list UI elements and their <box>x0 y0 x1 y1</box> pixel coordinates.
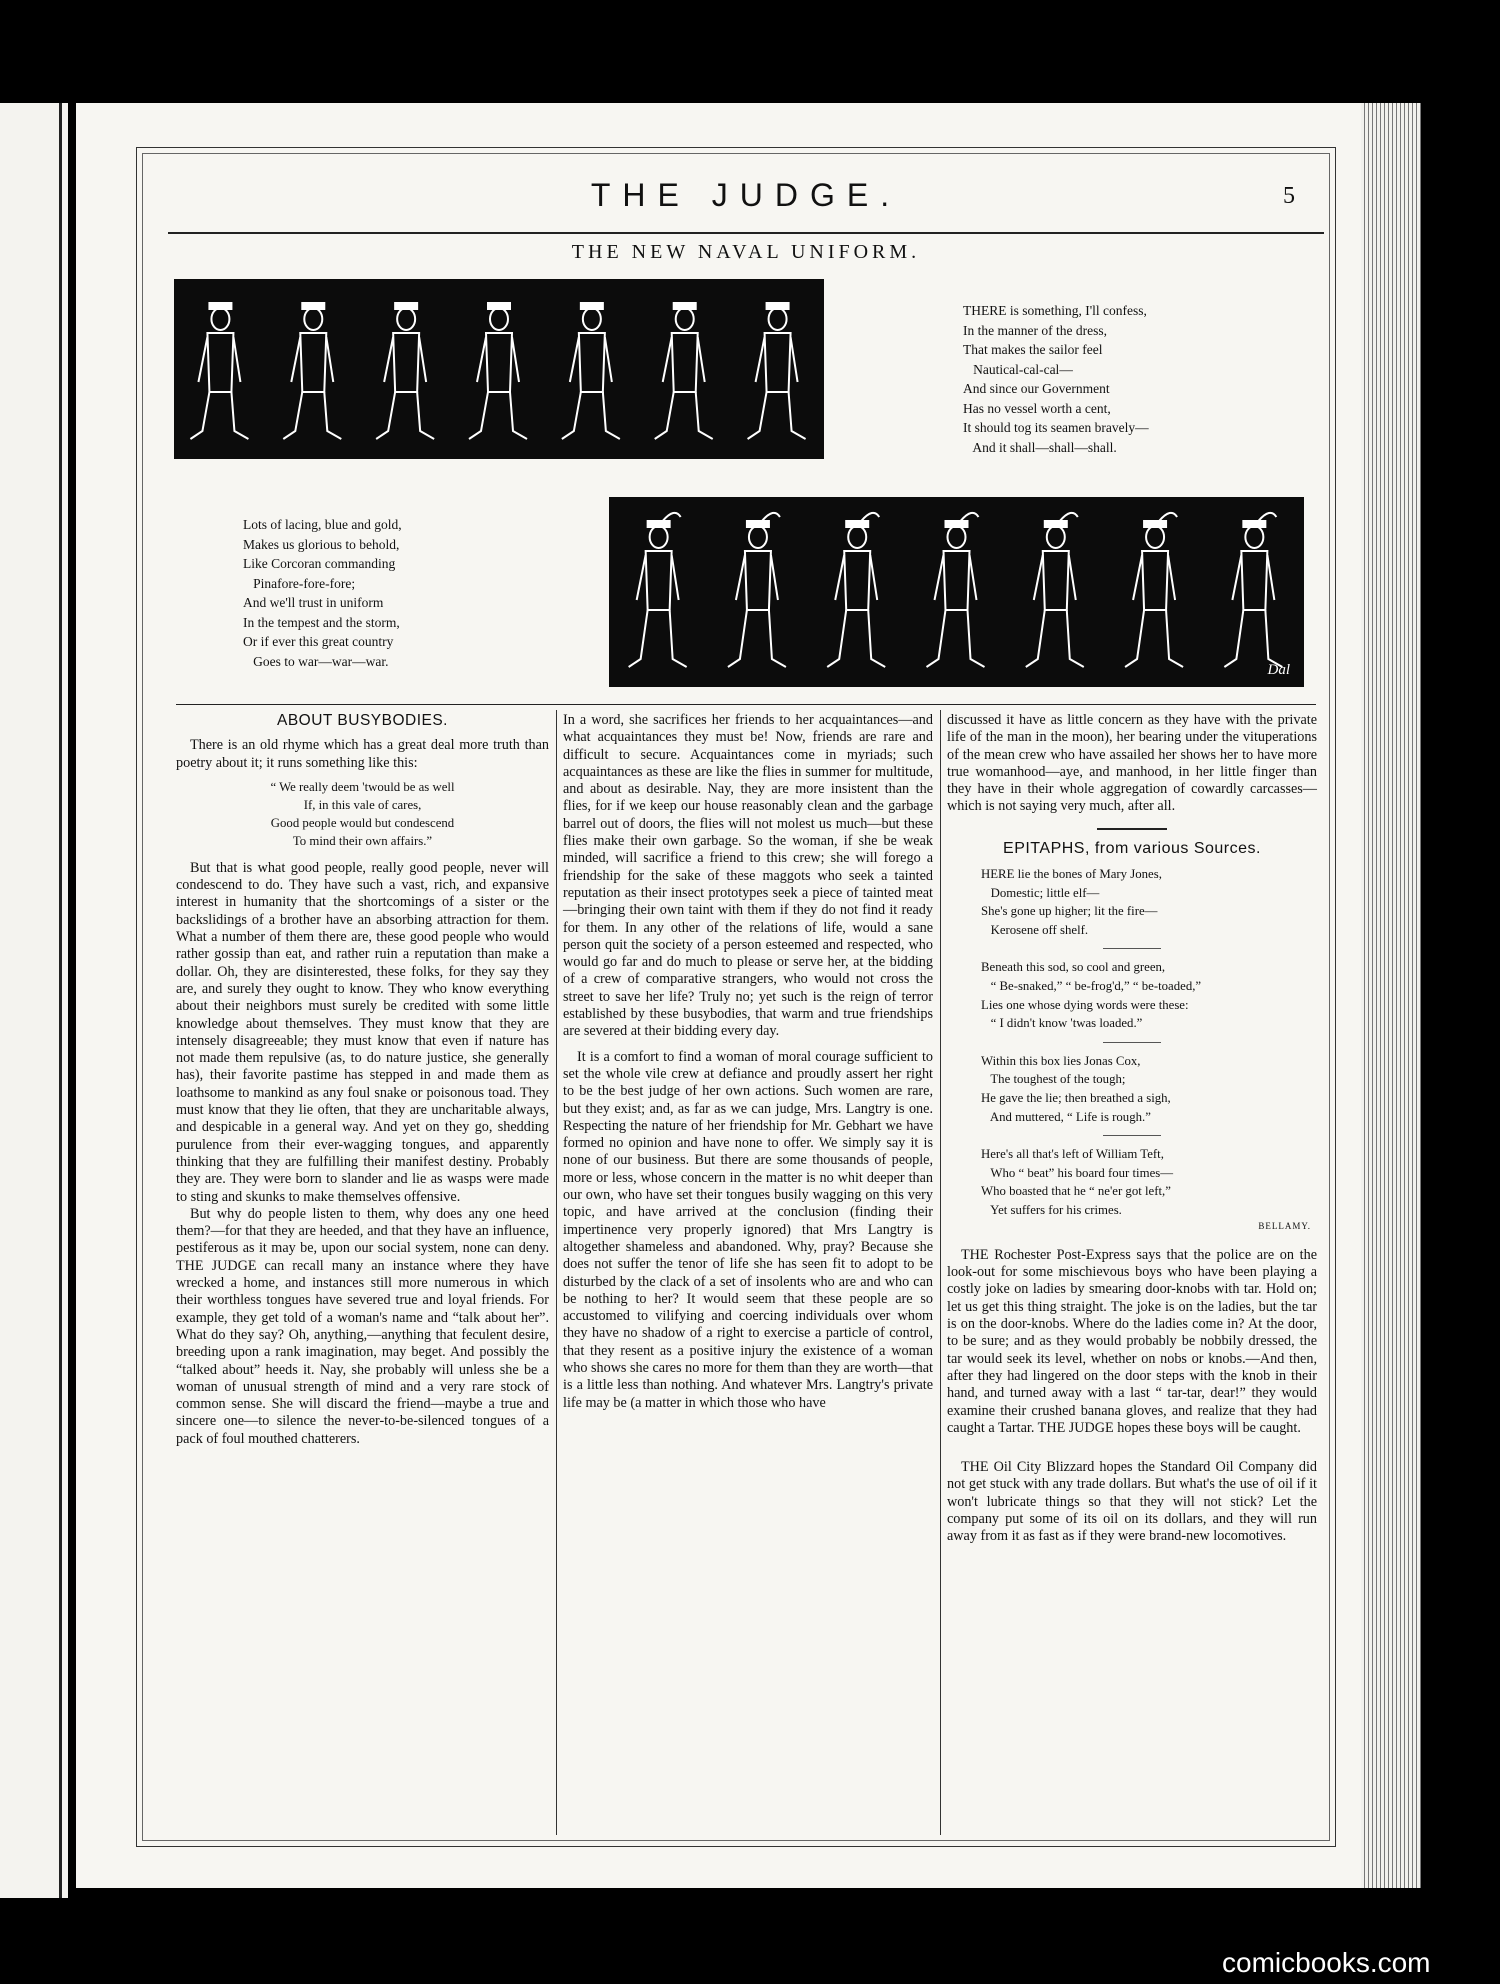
epitaph-william-teft: Here's all that's left of William Teft, Who “ beat” his board four times— Who boasted that he “ ne'er got left,” Yet suffers for his crimes. <box>981 1147 1174 1217</box>
column-one <box>176 712 549 1448</box>
newspaper-page <box>76 103 1421 1888</box>
busybodies-paragraph-2: But why do people listen to them, why does any one heed them?—for that they are heeded, and that they have an influence, pestiferous as it may be, upon our social system, none can deny. THE JUDGE can recall many an instance where they have wrecked a home, and instances still more numerous in which their worthless tongues have severed true and loyal friends. For example, they get told of a woman's name and “talk about her”. What do they say? Oh, anything,—anything that feculent desire, breeding upon a rank imagination, may beget. And possibly the “talked about” heeds it. Nay, she probably will unless she be a woman of unusual strength of mind and a very rare stock of common sense. She will discard the friend—maybe a true and sincere one—to silence the never-to-be-silenced tongues of a pack of foul mouthed chatterers. <box>176 1205 549 1447</box>
sailor-figure <box>469 303 527 439</box>
page-number: 5 <box>1283 183 1295 209</box>
sailor-figure <box>1224 513 1282 667</box>
busybodies-intro: There is an old rhyme which has a great deal more truth than poetry about it; it runs something like this: <box>176 737 549 771</box>
busybodies-paragraph-5: discussed it have as little concern as they have with the private life of the man in the moon), her bearing under the vituperations of the mean crew who have assailed her shows her to have more true womanhood—aye, and manhood, in her little finger than they have in their whole aggregation of cowardly carcasses—which is not saying very much, after all. <box>947 712 1317 815</box>
oil-city-paragraph: THE Oil City Blizzard hopes the Standard Oil Company did not get stuck with any trade dollars. But what's the use of oil if it won't lubricate things so that they will not stick? Let the company put some of its oil on its dollars, and they will run away from it as fast as if they were brand-new locomotives. <box>947 1459 1317 1545</box>
masthead-title: THE JUDGE. <box>590 177 902 213</box>
cartoon-bottom-rule <box>176 704 1316 705</box>
busybodies-rhyme: “ We really deem 'twould be as well If, in this vale of cares, Good people would but condescend To mind their own affairs.” <box>270 779 455 848</box>
column-two <box>563 712 933 1412</box>
cartoon-panel-bottom <box>609 497 1304 687</box>
epitaph-divider <box>1103 1135 1161 1136</box>
epitaphs-heading: EPITAPHS, from various Sources. <box>1003 839 1261 857</box>
sailor-figure <box>1125 513 1183 667</box>
previous-page-edge <box>0 103 68 1898</box>
section-divider <box>1097 828 1167 830</box>
sailor-figure <box>655 303 713 439</box>
sailor-figures-illustration-bottom <box>609 497 1304 687</box>
epitaphs-signature: BELLAMY. <box>1258 1220 1311 1231</box>
watermark: comicbooks.com <box>1222 1947 1431 1978</box>
sailor-figure <box>728 513 786 667</box>
busybodies-paragraph-4: It is a comfort to find a woman of moral courage sufficient to set the whole vile crew at defiance and proudly assert her right to be the best judge of her own actions. Such women are rare, but they exist; and, as far as we can judge, Mrs. Langtry is one. Respecting the nature of her friendship for Mr. Gebhart we have formed no opinion and have none to offer. We simply say it is none of our business. But there are some thousands of people, more or less, whose concern in the matter is no whit deeper than our own, who have set their tongues busily wagging on this very topic, and have arrived at the conclusion (finding their impertinence very properly ignored) that Mrs Langtry is altogether shameless and abandoned. Why, pray? Because she does not suffer the tenor of life she has seen fit to adopt to be disturbed by the clack of a set of insolents who are and who can be nothing to her? It would seem that these people are so accustomed to vilifying and coercing individuals over whom they have no shadow of a right to exercise a particle of control, that they resent as a positive injury the existence of a woman who shows she cares no more for them than they are worth—that is a little less than nothing. And whatever Mrs. Langtry's private life may be (a matter in which those who have <box>563 1048 933 1411</box>
busybodies-paragraph-3: In a word, she sacrifices her friends to her acquaintances—and what acquaintances they must be! Now, friends are rare and difficult to secure. Acquaintances come in myriads; such acquaintances as these are like the flies in summer for multitude, and about as desirable. Nay, they are more insistent than the flies, for if we keep our house reasonably clean and the garbage barrel out of doors, the flies will not molest us much—but these flies make their own garbage. So the woman, if she be weak minded, will sacrifice a friend to this crew; she will forego a friendship for the sake of these maggots who seek a tainted reputation as their insect prototypes seek a piece of tainted meat—bringing their own taint with them if they do not find it ready for them. In any other of the relations of life, would a sane person quit the society of a person esteemed and respected, who would go far and do much to please or serve her, at the bidding of a crew of comparative strangers, who would not cross the street to save her life? Truly no; yet such is the reign of terror established by these busybodies, that warm and true friendships are severed at their bidding every day. <box>563 712 933 1040</box>
sailor-figure <box>190 303 248 439</box>
sailor-figure <box>376 303 434 439</box>
cartoon-title: THE NEW NAVAL UNIFORM. <box>571 241 921 263</box>
epitaph-divider <box>1103 948 1161 949</box>
column-rule-1 <box>556 710 557 1835</box>
sailor-figure <box>748 303 806 439</box>
verse-one: THERE is something, I'll confess, In the manner of the dress, That makes the sailor feel Nautical-cal-cal— And since our Government Has no vessel worth a cent, It should tog its seamen bravely— And it shall—shall—shall. <box>963 303 1149 455</box>
column-rule-2 <box>940 710 941 1835</box>
cartoon-panel-top <box>174 279 824 459</box>
epitaph-jonas-cox: Within this box lies Jonas Cox, The toughest of the tough; He gave the lie; then breathed a sigh, And muttered, “ Life is rough.” <box>981 1053 1171 1124</box>
busybodies-paragraph-1: But that is what good people, really good people, never will condescend to do. They have such a vast, rich, and expansive interest in humanity that the shortcomings of a sister or the backslidings of a brother have an absorbing attraction for them. What a number of them there are, these good people who would rather gossip than eat, and rather ruin a reputation than make a dollar. Oh, they are disinterested, these folks, for they say they are, and surely they ought to know. They who know everything about their neighbors must surely be credited with some little knowledge about themselves. They must know that they are intensely disagreeable; they must know that even if nature has not made them repulsive (as, to do nature justice, she generally has), their favorite pastime has stepped in and made them as loathsome to mankind as any foul snake or poisonous toad. They must know that they lie often, that they are uncharitable always, and despicable in a general way. And yet on they go, shedding purulence from their ever-wagging tongues, and apparently thinking that they are fulfilling their manifest destiny. Probably they are. They were born to slander and lie as wasps were made to sting and skunks to make themselves offensive. <box>176 859 549 1205</box>
book-spine-edges <box>1361 103 1421 1888</box>
sailor-figure <box>927 513 985 667</box>
epitaph-be-snaked: Beneath this sod, so cool and green, “ Be-snaked,” “ be-frog'd,” “ be-toaded,” Lies one whose dying words were these: “ I didn't know 'twas loaded.” <box>981 960 1202 1031</box>
epitaph-divider <box>1103 1042 1161 1043</box>
column-three <box>947 712 1317 1546</box>
sailor-figure <box>629 513 687 667</box>
sailor-figure <box>562 303 620 439</box>
artist-signature: Dal <box>1267 662 1290 678</box>
sailor-figures-illustration-top <box>174 279 824 459</box>
busybodies-heading: ABOUT BUSYBODIES. <box>276 712 448 729</box>
sailor-figure <box>283 303 341 439</box>
sailor-figure <box>827 513 885 667</box>
sailor-figure <box>1026 513 1084 667</box>
rochester-paragraph: THE Rochester Post-Express says that the police are on the look-out for some mischievous boys who have been playing a costly joke on ladies by smearing door-knobs with tar. Hold on; let us get this thing straight. The joke is on the ladies, but the tar is on the door-knobs. Where do the ladies come in? At the door, to be sure; and as they would probably be nobbily dressed, the tar would seek its level, whether on nobs or knobs.—And then, after they had lingered on the door steps with the knob in their hand, and turned away with a last “ tar-tar, dear!” they would examine their crushed banana gloves, and realize that they had caught a Tartar. THE JUDGE hopes these boys will be caught. <box>947 1246 1317 1436</box>
epitaph-mary-jones: HERE lie the bones of Mary Jones, Domestic; little elf— She's gone up higher; lit the fire— Kerosene off shelf. <box>981 867 1162 937</box>
masthead-rule <box>168 232 1324 234</box>
verse-two: Lots of lacing, blue and gold, Makes us glorious to behold, Like Corcoran commanding Pinafore-fore-fore; And we'll trust in uniform In the tempest and the storm, Or if ever this great country Goes to war—war—war. <box>243 517 402 669</box>
